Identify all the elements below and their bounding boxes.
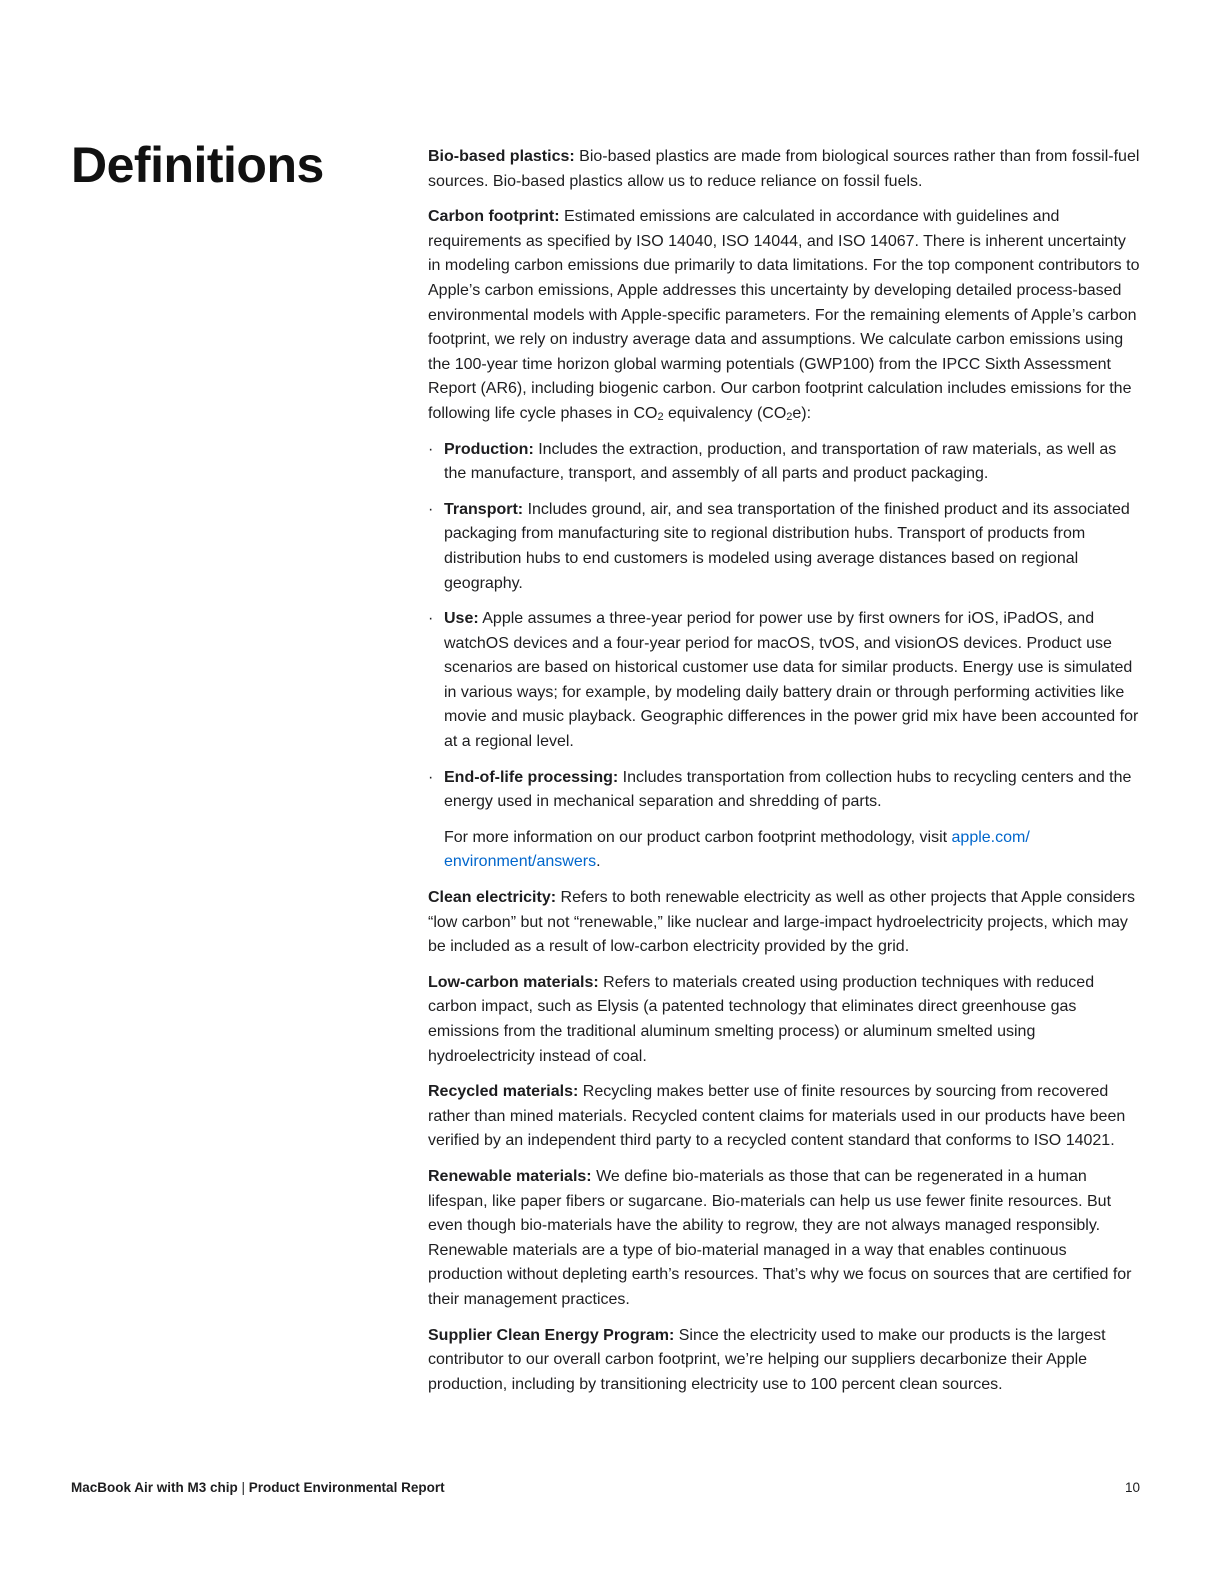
more-info-text: For more information on our product carbon footprint methodology, visit [444,828,952,846]
bullet-icon: · [428,768,434,786]
definition-text: Includes transportation from collection hubs to recycling centers and the energy used in mechanical separation and shredding of parts. [444,768,1132,811]
definition-text: Recycling makes better use of finite resources by sourcing from recovered rather than mined materials. Recycled content claims for materials used in our products have been verified by an independent third party to a recycled content standard that conforms to ISO 14021. [428,1083,1126,1150]
more-info-end: . [596,853,601,871]
definition-clean-electricity [428,886,1140,960]
definition-text: Includes ground, air, and sea transportation of the finished product and its associated packaging from manufacturing site to regional distribution hubs. Transport of products from distribution hubs to end customers is modeled using average distances based on regional geography. [444,500,1130,592]
definition-renewable-materials [428,1165,1140,1313]
definition-text: Includes the extraction, production, and transportation of raw materials, as well as the manufacture, transport, and assembly of all parts and product packaging. [444,440,1117,483]
term: Supplier Clean Energy Program: [428,1326,675,1344]
term: Use: [444,610,479,628]
footer-product: MacBook Air with M3 chip [71,1480,238,1495]
term: Low-carbon materials: [428,973,599,991]
life-cycle-phases-list [428,438,1140,815]
definition-recycled-materials [428,1080,1140,1154]
term: Bio-based plastics: [428,148,575,165]
term: Recycled materials: [428,1083,579,1101]
page-footer [71,1480,1140,1495]
definition-text: We define bio-materials as those that can be regenerated in a human lifespan, like paper fibers or sugarcane. Bio-materials can help us use fewer finite resources. But even though bio-materials have the ability to regrow, they are not always managed responsibly. Renewable materials are a type of bio-material managed in a way that enables continuous production without depleting earth’s resources. That’s why we focus on sources that are certified for their management practices. [428,1167,1132,1308]
bullet-icon: · [428,440,434,458]
term: Transport: [444,500,524,518]
definition-carbon-footprint [428,205,1140,426]
subscript: 2 [657,410,664,423]
definition-text: Since the electricity used to make our products is the largest contributor to our overall carbon footprint, we’re helping our suppliers decarbonize their Apple production, including by transitioning electricity use to 100 percent clean sources. [428,1326,1106,1393]
definition-text: Refers to materials created using production techniques with reduced carbon impact, such as Elysis (a patented technology that eliminates direct greenhouse gas emissions from the traditional aluminum smelting process) or aluminum smelted using hydroelectricity instead of coal. [428,973,1095,1065]
list-item [428,607,1140,755]
subscript: 2 [786,410,793,423]
page-title: Definitions [71,137,324,193]
term: Clean electricity: [428,889,557,907]
term: End-of-life processing: [444,768,619,786]
list-item [428,766,1140,815]
list-item [428,438,1140,487]
definition-bio-based-plastics [428,145,1140,194]
definition-low-carbon-materials [428,971,1140,1069]
definition-text: Estimated emissions are calculated in accordance with guidelines and requirements as specified by ISO 14040, ISO 14044, and ISO 14067. There is inherent uncertainty in modeling carbon emissions due primarily to data limitations. For the top component contributors to Apple’s carbon emissions, Apple addresses this uncertainty by developing detailed process-based environmental models with Apple-specific parameters. For the remaining elements of Apple’s carbon footprint, we rely on industry average data and assumptions. We calculate carbon emissions using the 100-year time horizon global warming potentials (GWP100) from the IPCC Sixth Assessment Report (AR6), including biogenic carbon. Our carbon footprint calculation includes emissions for the following life cycle phases in CO [428,208,1140,422]
more-info [428,826,1140,875]
term: Carbon footprint: [428,208,560,226]
bullet-icon: · [428,610,434,628]
term: Renewable materials: [428,1167,592,1185]
definition-supplier-clean-energy [428,1324,1140,1398]
definition-text: e): [792,404,812,422]
page-number: 10 [1124,1480,1140,1495]
definitions-content [428,145,1140,1408]
methodology-link[interactable]: apple.com/ environment/answers [444,828,1030,871]
footer-report: Product Environmental Report [248,1480,445,1495]
definition-text: Apple assumes a three-year period for power use by first owners for iOS, iPadOS, and watchOS devices and a four-year period for macOS, tvOS, and visionOS devices. Product use scenarios are based on historical customer use data for similar products. Energy use is simulated in various ways; for example, by modeling daily battery drain or through performing activities like movie and music playback. Geographic differences in the power grid mix have been accounted for at a regional level. [444,610,1139,751]
definition-text: Bio-based plastics are made from biological sources rather than from fossil-fuel sources. Bio-based plastics allow us to reduce reliance on fossil fuels. [428,148,1140,190]
term: Production: [444,440,534,458]
bullet-icon: · [428,500,434,518]
definition-text: equivalency (CO [663,404,787,422]
footer-separator: | [237,1480,249,1495]
list-item [428,498,1140,596]
definition-text: Refers to both renewable electricity as well as other projects that Apple considers “low carbon” but not “renewable,” like nuclear and large-impact hydroelectricity projects, which may be included as a result of low-carbon electricity provided by the grid. [428,889,1136,956]
